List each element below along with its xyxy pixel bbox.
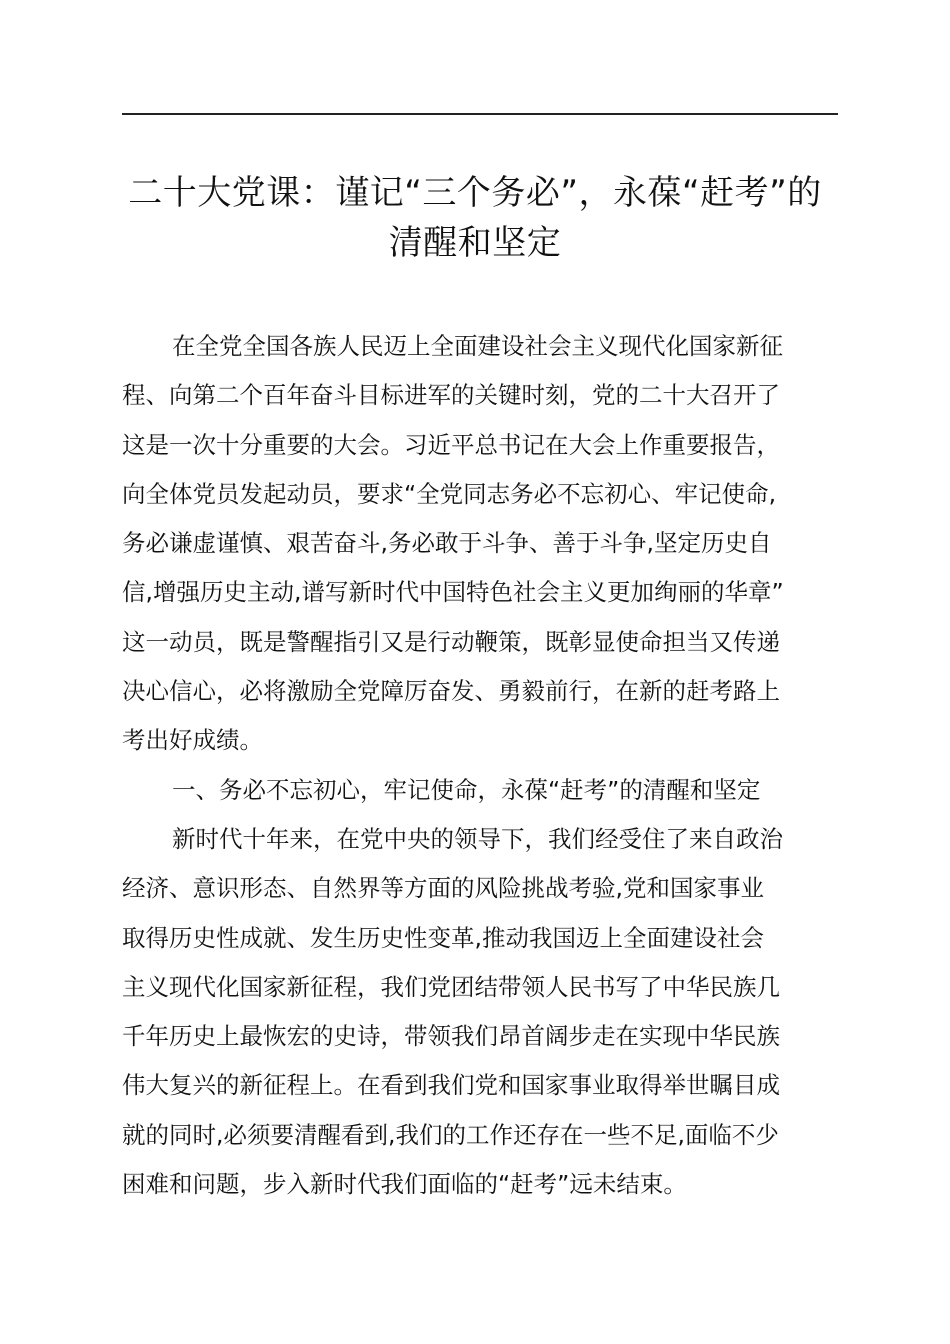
text-line: 决心信心，必将激励全党障厉奋发、勇毅前行，在新的赶考路上	[122, 677, 780, 706]
text-line: 就的同时,必须要清醒看到,我们的工作还存在一些不足,面临不少	[122, 1120, 779, 1149]
document-title	[100, 168, 850, 268]
text-line: 信,增强历史主动,谱写新时代中国特色社会主义更加绚丽的华章”	[122, 578, 784, 607]
paragraph-intro	[122, 322, 838, 766]
text-line: 向全体党员发起动员，要求“全党同志务必不忘初心、牢记使命,	[122, 479, 777, 508]
text-line: 取得历史性成就、发生历史性变革,推动我国迈上全面建设社会	[122, 923, 764, 952]
text-line: 经济、意识形态、自然界等方面的风险挑战考验,党和国家事业	[122, 874, 764, 903]
text-line: 这是一次十分重要的大会。习近平总书记在大会上作重要报告，	[122, 430, 780, 459]
text-line: 主义现代化国家新征程，我们党团结带领人民书写了中华民族几	[122, 972, 780, 1001]
header-rule	[122, 113, 838, 115]
text-line: 在全党全国各族人民迈上全面建设社会主义现代化国家新征	[172, 332, 783, 360]
text-line: 新时代十年来，在党中央的领导下，我们经受住了来自政治	[172, 824, 783, 853]
section-heading-1	[122, 766, 838, 815]
paragraph-section-1	[122, 815, 838, 1209]
text-line: 务必谦虚谨慎、艰苦奋斗,务必敢于斗争、善于斗争,坚定历史自	[122, 529, 772, 558]
title-line-1: 二十大党课：谨记“三个务必”，永葆“赶考”的	[128, 173, 822, 213]
document-body	[122, 322, 838, 1209]
text-line: 困难和问题，步入新时代我们面临的“赶考”远未结束。	[122, 1170, 687, 1199]
text-line: 伟大复兴的新征程上。在看到我们党和国家事业取得举世瞩目成	[122, 1071, 780, 1100]
text-line: 千年历史上最恢宏的史诗，带领我们昂首阔步走在实现中华民族	[122, 1022, 780, 1051]
text-line: 这一动员，既是警醒指引又是行动鞭策，既彰显使命担当又传递	[122, 627, 780, 656]
text-line: 程、向第二个百年奋斗目标进军的关键时刻，党的二十大召开了	[122, 381, 780, 410]
text-line: 考出好成绩。	[122, 726, 263, 755]
title-line-2: 清醒和坚定	[388, 223, 562, 263]
section-heading-text: 一、务必不忘初心，牢记使命，永葆“赶考”的清醒和坚定	[172, 775, 761, 804]
